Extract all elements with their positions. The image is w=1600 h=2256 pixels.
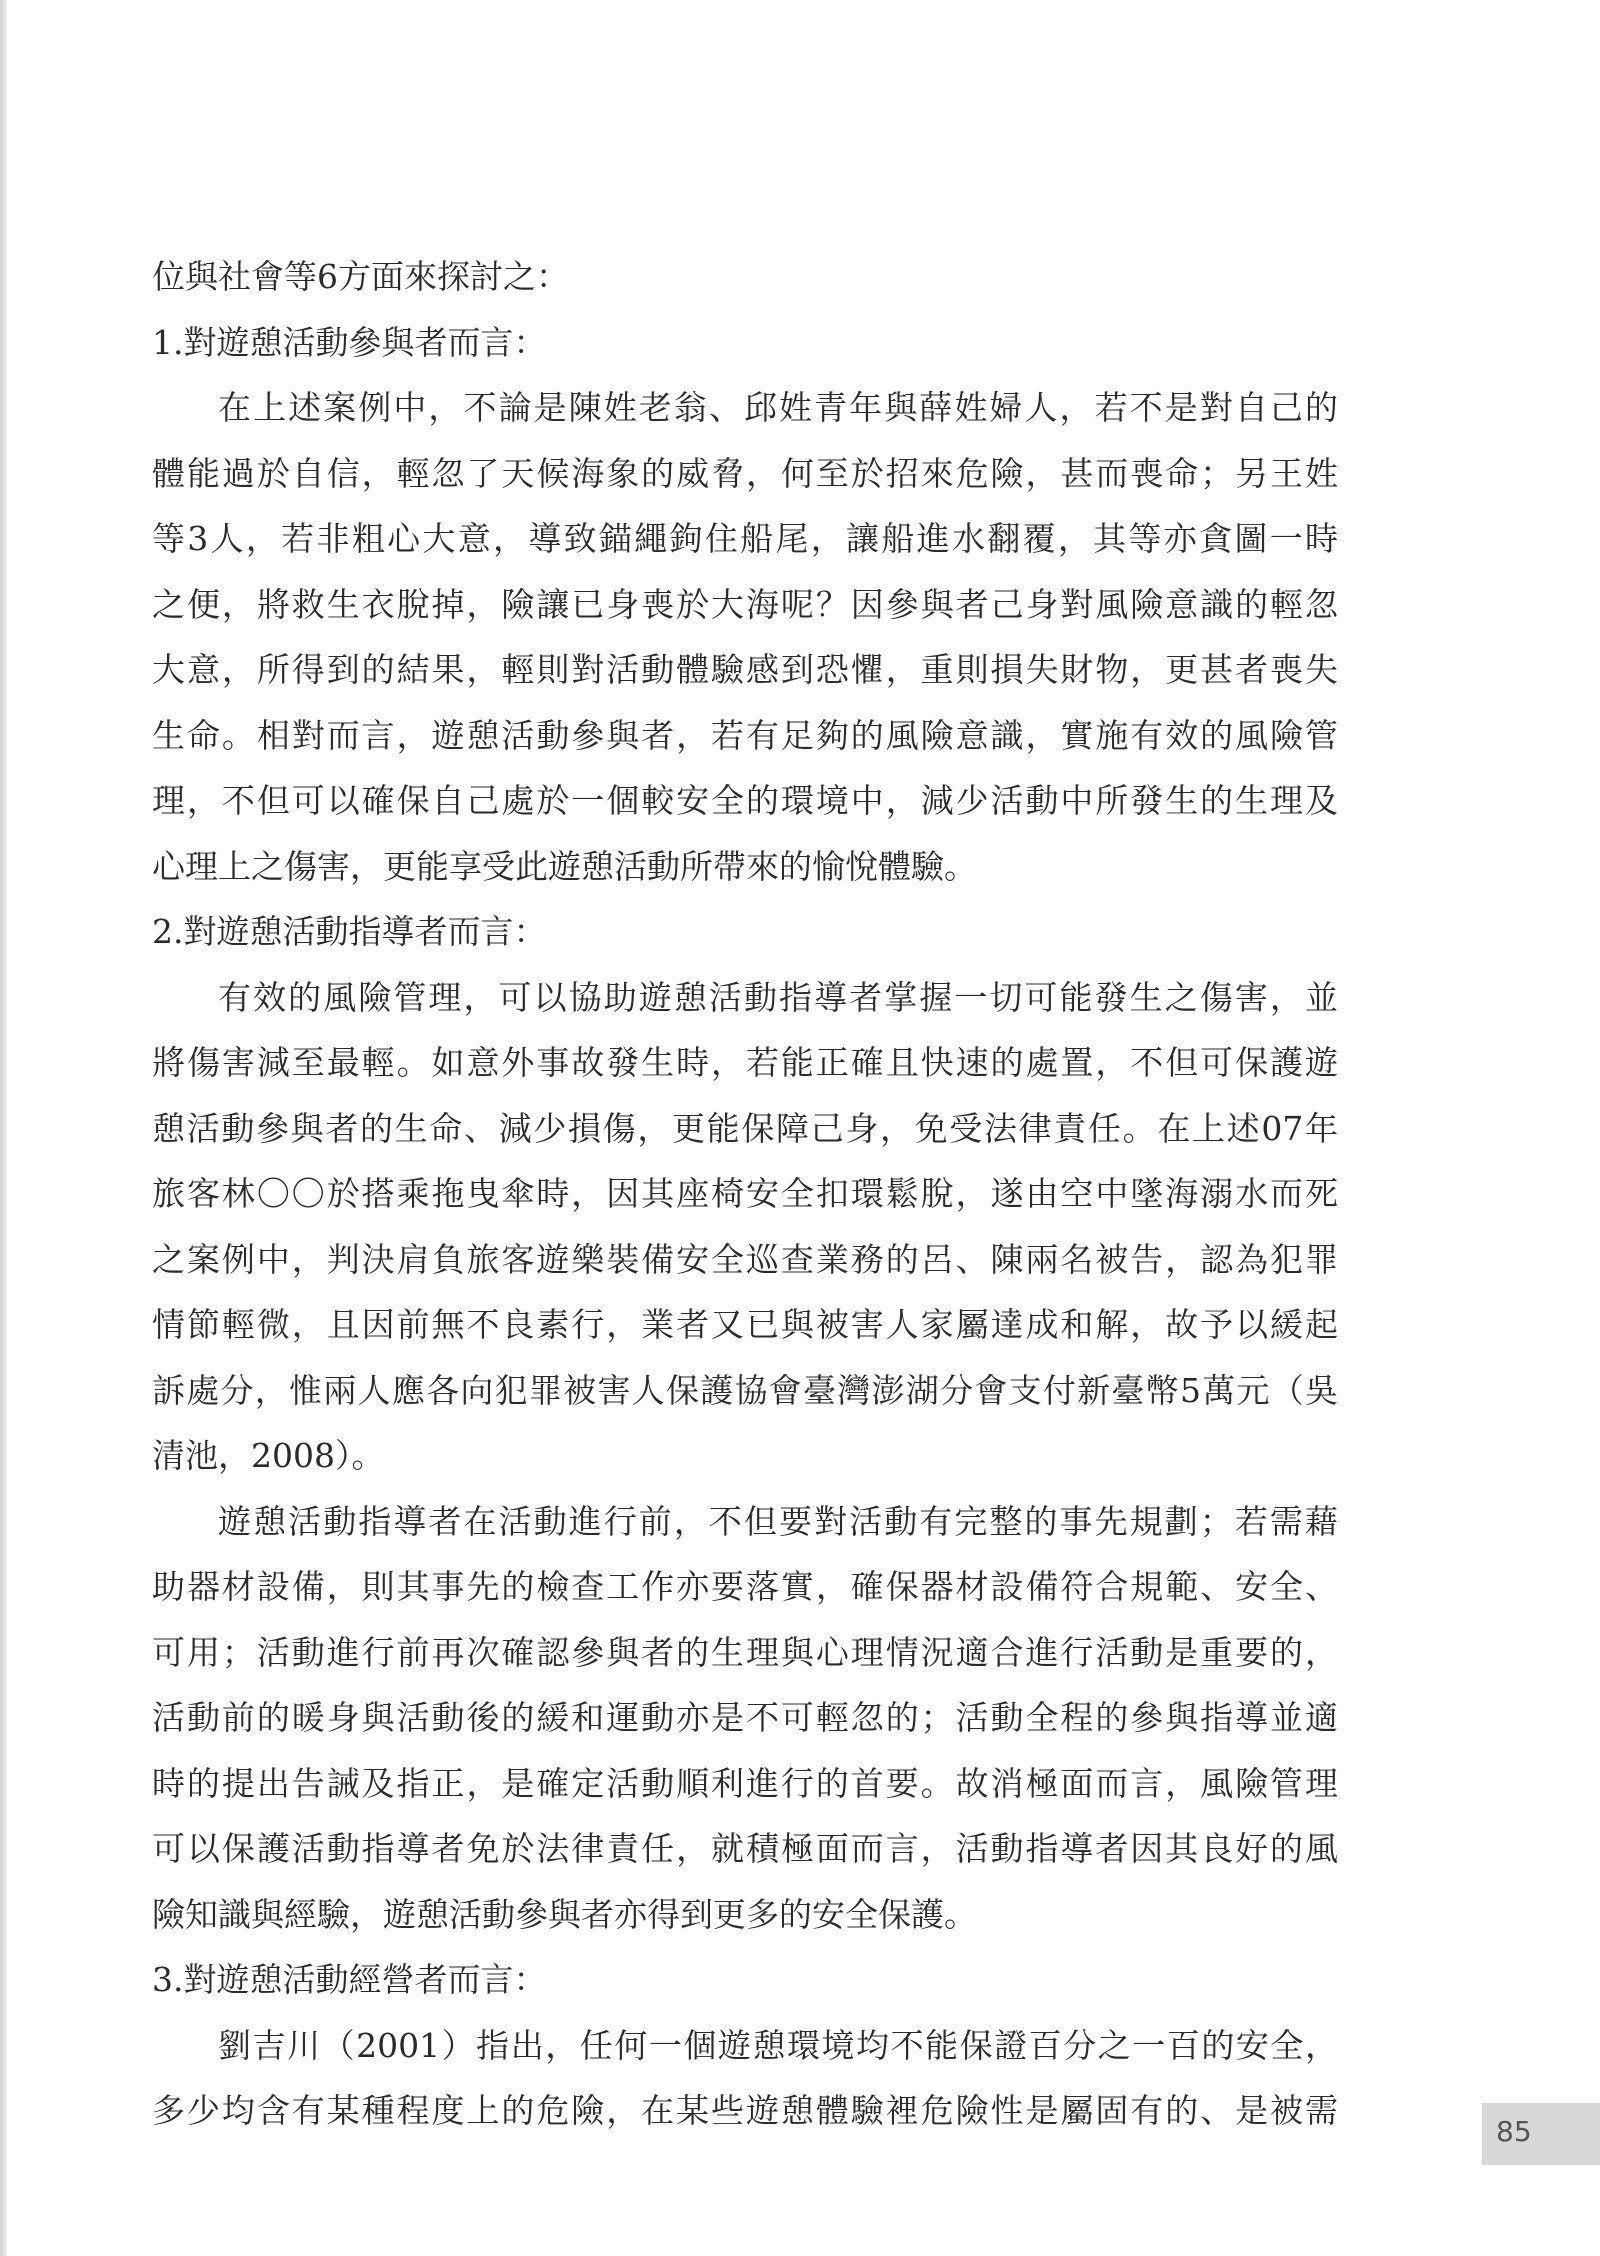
text-line: 位與社會等6方面來探討之： (152, 257, 569, 296)
text-line: 可以保護活動指導者免於法律責任，就積極面而言，活動指導者因其良好的風 (152, 1829, 1338, 1868)
text-line: 體能過於自信，輕忽了天候海象的威脅，何至於招來危險，甚而喪命；另王姓 (152, 453, 1338, 493)
text-line: 助器材設備，則其事先的檢查工作亦要落實，確保器材設備符合規範、安全、 (152, 1567, 1338, 1606)
text-line: 將傷害減至最輕。如意外事故發生時，若能正確且快速的處置，不但可保護遊 (152, 1043, 1338, 1082)
text-line: 可用；活動進行前再次確認參與者的生理與心理情況適合進行活動是重要的， (152, 1632, 1338, 1672)
text-line: 清池，2008）。 (152, 1436, 385, 1475)
text-line: 等3人，若非粗心大意，導致錨繩鉤住船尾，讓船進水翻覆，其等亦貪圖一時 (152, 519, 1338, 558)
text-line: 憩活動參與者的生命、減少損傷，更能保障己身，免受法律責任。在上述07年 (152, 1108, 1338, 1148)
text-line: 之案例中，判決肩負旅客遊樂裝備安全巡查業務的呂、陳兩名被告，認為犯罪 (152, 1239, 1338, 1279)
text-line: 遊憩活動指導者在活動進行前，不但要對活動有完整的事先規劃；若需藉 (218, 1501, 1338, 1541)
page-edge-shadow (0, 0, 7, 2256)
text-line: 多少均含有某種程度上的危險，在某些遊憩體驗裡危險性是屬固有的、是被需 (152, 2091, 1338, 2130)
text-line: 有效的風險管理，可以協助遊憩活動指導者掌握一切可能發生之傷害，並 (218, 977, 1338, 1017)
text-line: 訴處分，惟兩人應各向犯罪被害人保護協會臺灣澎湖分會支付新臺幣5萬元（吳 (152, 1370, 1338, 1410)
section-heading: 2.對遊憩活動指導者而言： (152, 912, 547, 951)
text-line: 活動前的暖身與活動後的緩和運動亦是不可輕忽的；活動全程的參與指導並適 (152, 1698, 1338, 1737)
text-line: 險知識與經驗，遊憩活動參與者亦得到更多的安全保護。 (152, 1894, 977, 1934)
text-line: 時的提出告誡及指正，是確定活動順利進行的首要。故消極面而言，風險管理 (152, 1763, 1338, 1803)
text-line: 心理上之傷害，更能享受此遊憩活動所帶來的愉悅體驗。 (152, 846, 977, 886)
section-heading: 1.對遊憩活動參與者而言： (152, 322, 547, 362)
section-heading: 3.對遊憩活動經營者而言： (152, 1960, 547, 1999)
page-number-tab (1482, 2103, 1600, 2165)
text-line: 之便，將救生衣脫掉，險讓已身喪於大海呢？因參與者己身對風險意識的輕忽 (152, 584, 1338, 624)
text-line: 理，不但可以確保自己處於一個較安全的環境中，減少活動中所發生的生理及 (152, 781, 1338, 820)
text-line: 在上述案例中，不論是陳姓老翁、邱姓青年與薛姓婦人，若不是對自己的 (218, 388, 1338, 427)
document-body (152, 244, 1338, 2144)
text-line: 旅客林〇〇於搭乘拖曳傘時，因其座椅安全扣環鬆脫，遂由空中墜海溺水而死 (152, 1174, 1338, 1213)
text-line: 情節輕微，且因前無不良素行，業者又已與被害人家屬達成和解，故予以緩起 (152, 1305, 1338, 1344)
text-line: 大意，所得到的結果，輕則對活動體驗感到恐懼，重則損失財物，更甚者喪失 (152, 650, 1338, 689)
text-line: 劉吉川（2001）指出，任何一個遊憩環境均不能保證百分之一百的安全， (218, 2025, 1338, 2065)
page-number: 85 (1496, 2115, 1532, 2148)
text-line: 生命。相對而言，遊憩活動參與者，若有足夠的風險意識，實施有效的風險管 (152, 715, 1338, 755)
